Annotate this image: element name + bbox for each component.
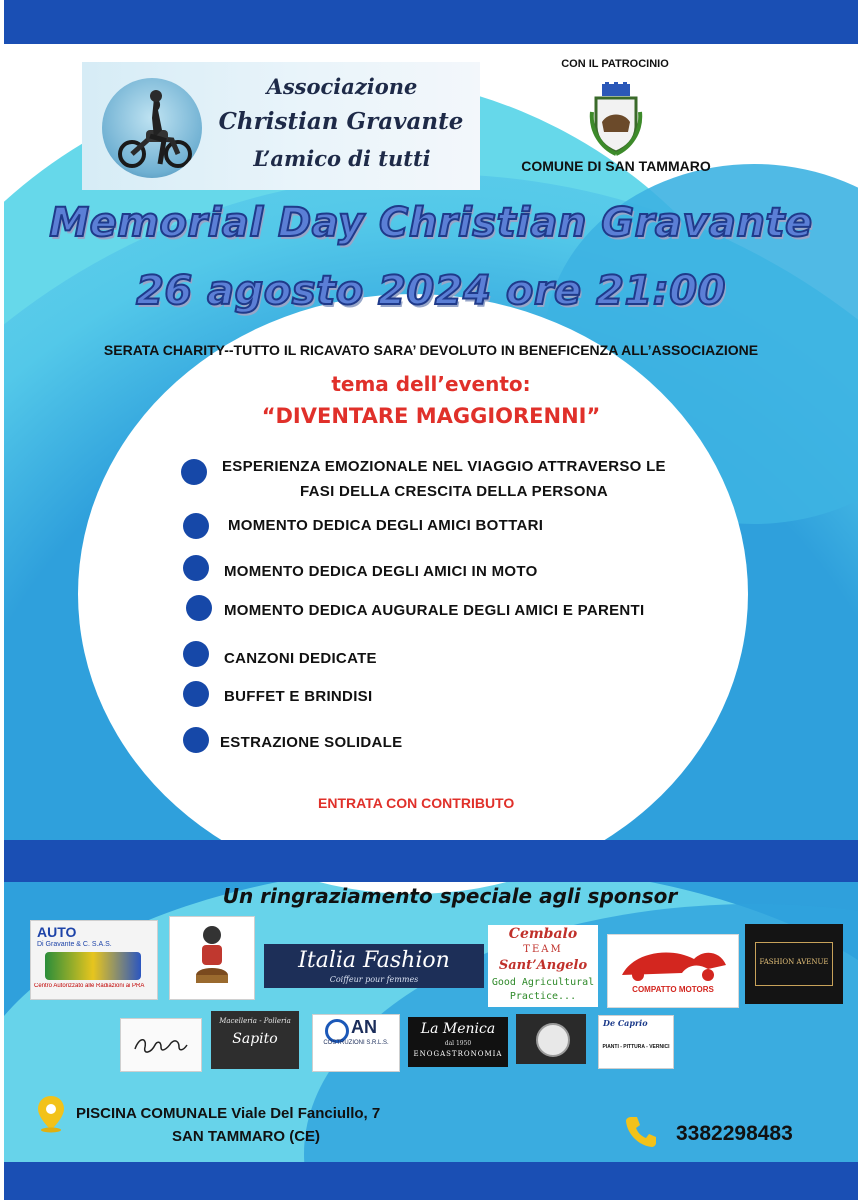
sponsor-auto-name: Di Gravante & C. S.A.S. — [37, 941, 112, 948]
drummer-icon — [170, 917, 254, 999]
municipality-crest — [588, 82, 644, 156]
sponsor-auto-logo — [30, 920, 158, 1000]
bullet-dot — [183, 641, 209, 667]
bullet-dot — [183, 681, 209, 707]
sponsor-sapito-name: Sapito — [232, 1031, 278, 1047]
theme-title: “DIVENTARE MAGGIORENNI” — [261, 404, 601, 428]
sponsor-la-menica-year: dal 1950 — [444, 1040, 472, 1047]
association-name-line3: L’amico di tutti — [253, 146, 431, 171]
sponsor-auto-brand: AUTO — [37, 924, 77, 940]
sponsor-round-emblem — [536, 1023, 570, 1057]
venue-address: PISCINA COMUNALE Viale Del Fanciullo, 7 — [76, 1105, 381, 1122]
sponsor-compatto-logo — [607, 934, 739, 1008]
program-item: BUFFET E BRINDISI — [224, 688, 373, 705]
sponsor-la-menica-sub: ENOGASTRONOMIA — [413, 1050, 503, 1058]
sponsor-fashion-avenue-logo — [745, 924, 843, 1004]
bullet-dot — [181, 459, 207, 485]
event-title: Memorial Day Christian Gravante — [49, 200, 813, 246]
sponsor-decaprio-logo — [598, 1015, 674, 1069]
phone-number[interactable]: 3382298483 — [676, 1122, 793, 1145]
sponsor-cembalo-line3: Sant’Angelo — [498, 958, 588, 973]
bullet-dot — [183, 513, 209, 539]
sponsor-compatto-name: COMPATTO MOTORS — [632, 985, 714, 994]
association-name-line2: Christian Gravante — [218, 108, 464, 135]
sponsor-italia-fashion-name: Italia Fashion — [298, 948, 450, 973]
program-item: ESPERIENZA EMOZIONALE NEL VIAGGIO ATTRAVERSO LE — [222, 458, 666, 475]
bullet-dot — [183, 727, 209, 753]
crest-icon — [588, 82, 644, 156]
sponsor-auto-graphic — [45, 952, 141, 980]
bottom-band — [4, 1162, 858, 1200]
sponsor-an-sub: COSTRUZIONI S.R.L.S. — [323, 1040, 389, 1046]
event-datetime: 26 agosto 2024 ore 21:00 — [136, 268, 726, 314]
signature-script-icon — [121, 1019, 201, 1071]
sponsor-an-logo — [312, 1014, 400, 1072]
location-pin-icon — [35, 1095, 67, 1133]
top-band — [4, 0, 858, 44]
theme-label: tema dell’evento: — [331, 372, 531, 396]
sponsor-la-menica-logo — [408, 1017, 508, 1067]
program-item: ESTRAZIONE SOLIDALE — [220, 734, 403, 751]
sponsor-bottari-logo — [169, 916, 255, 1000]
motorcycle-rider-icon — [102, 78, 202, 178]
sponsor-cembalo-line2: TEAM — [523, 944, 563, 955]
municipality-name: COMUNE DI SAN TAMMARO — [521, 158, 711, 174]
venue-city: SAN TAMMARO (CE) — [172, 1128, 321, 1145]
sponsor-auto-note: Centro Autorizzato alle Radiazioni ai PRA — [34, 983, 145, 989]
phone-icon — [623, 1114, 659, 1150]
sponsor-la-menica-name: La Menica — [420, 1021, 496, 1037]
sponsor-italia-fashion-logo — [264, 944, 484, 988]
association-banner — [82, 62, 480, 190]
bullet-dot — [186, 595, 212, 621]
association-name-line1: Associazione — [266, 74, 418, 99]
sponsor-cembalo-logo — [488, 925, 598, 1007]
sponsor-cembalo-line1: Cembalo — [508, 926, 578, 942]
program-item: MOMENTO DEDICA DEGLI AMICI IN MOTO — [224, 563, 538, 580]
sponsor-fashion-avenue-name: FASHION AVENUE — [759, 958, 829, 966]
charity-note: SERATA CHARITY--TUTTO IL RICAVATO SARA’ DEVOLUTO IN BENEFICENZA ALL’ASSOCIAZIONE — [103, 342, 759, 358]
entry-note: ENTRATA CON CONTRIBUTO — [318, 795, 515, 811]
sponsors-heading: Un ringraziamento speciale agli sponsor — [222, 884, 678, 908]
program-item-continued: FASI DELLA CRESCITA DELLA PERSONA — [300, 483, 608, 500]
sponsor-an-name: AN — [351, 1017, 377, 1037]
sponsor-round-logo — [516, 1014, 586, 1064]
association-photo — [102, 78, 202, 178]
motorbike-silhouette-icon — [608, 935, 738, 985]
middle-band — [4, 840, 858, 882]
sponsor-decaprio-name: De Caprio — [603, 1018, 648, 1028]
patronage-label: CON IL PATROCINIO — [561, 58, 669, 70]
sponsor-cembalo-line5: Practice... — [509, 991, 577, 1002]
sponsor-decaprio-sub: PIANTI - PITTURA - VERNICI — [602, 1044, 670, 1050]
sponsor-script-logo — [120, 1018, 202, 1072]
program-item: MOMENTO DEDICA DEGLI AMICI BOTTARI — [228, 517, 544, 534]
bullet-dot — [183, 555, 209, 581]
sponsor-sapito-logo — [211, 1011, 299, 1069]
program-item: CANZONI DEDICATE — [224, 650, 377, 667]
program-item: MOMENTO DEDICA AUGURALE DEGLI AMICI E PARENTI — [224, 602, 645, 619]
sponsor-cembalo-line4: Good Agricultural — [491, 977, 595, 988]
sponsor-italia-fashion-sub: Coiffeur pour femmes — [329, 975, 419, 984]
sponsor-sapito-top: Macelleria - Polleria — [219, 1017, 291, 1025]
